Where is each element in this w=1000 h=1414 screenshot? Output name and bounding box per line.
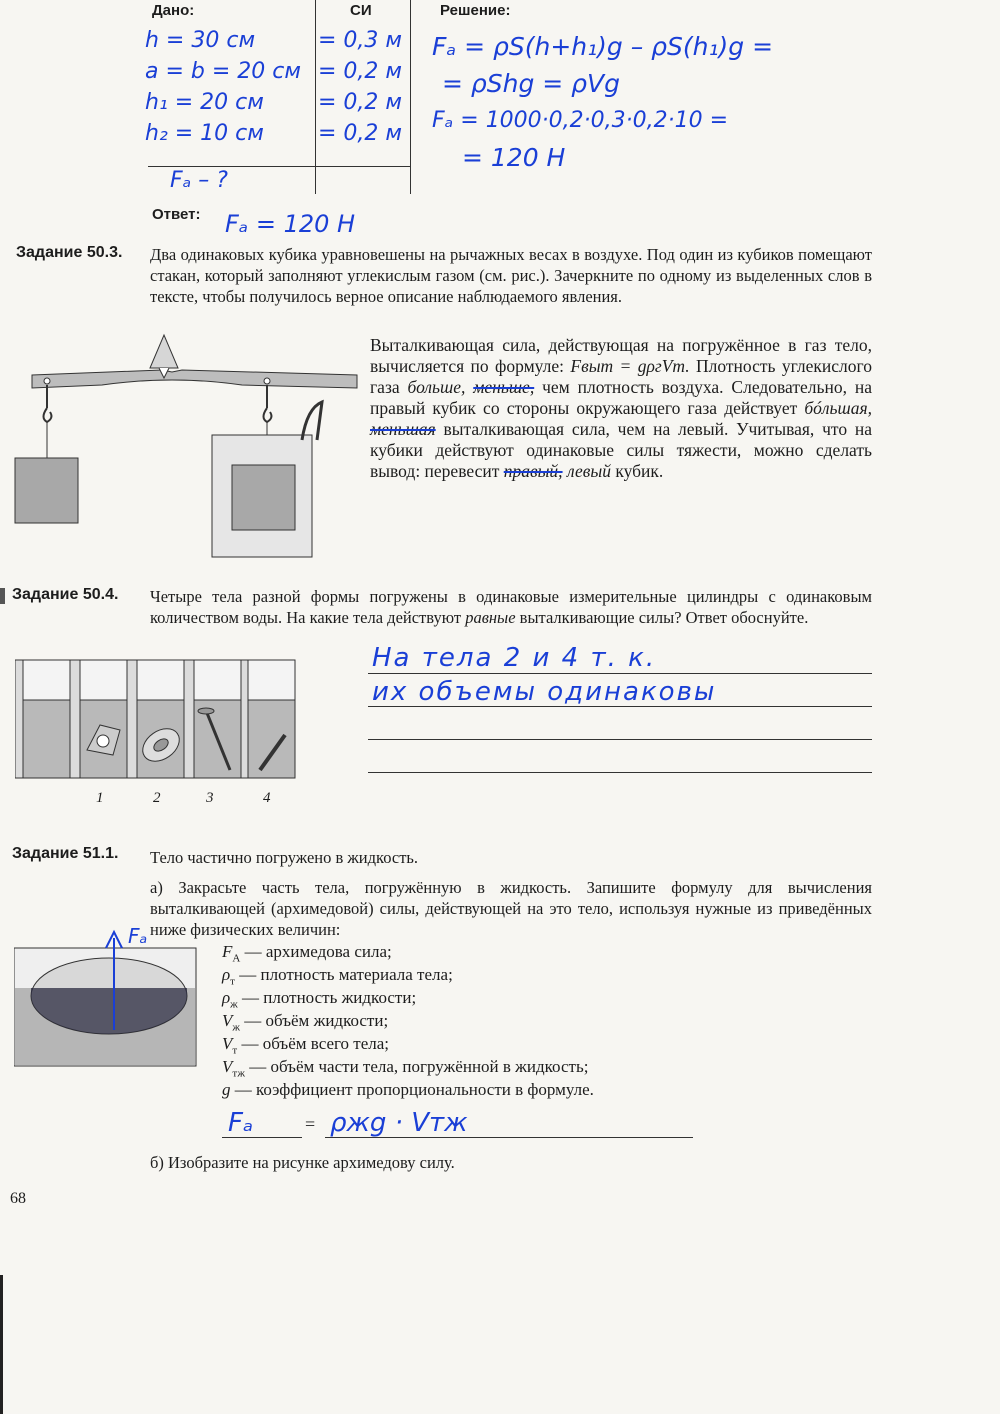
solution-steps	[432, 28, 812, 176]
given-header: Дано:	[152, 2, 195, 19]
cylinder-label: 1	[96, 790, 104, 806]
word-left[interactable]: левый	[566, 461, 611, 481]
formula-text: Fвыт = gρгVт.	[570, 356, 690, 376]
cylinder-label: 2	[153, 790, 161, 806]
formula-left: Fₐ	[228, 1108, 254, 1138]
given-line: h = 30 см	[145, 28, 256, 53]
page-number: 68	[10, 1190, 26, 1207]
cylinder	[137, 660, 186, 778]
cylinder	[248, 660, 295, 778]
given-line: a = b = 20 см	[145, 59, 301, 84]
task-504-text-b: выталкивающие силы? Ответ обоснуйте.	[519, 608, 809, 627]
task-511-label: Задание 51.1.	[12, 845, 119, 862]
edge-shadow	[0, 1275, 3, 1414]
cylinder	[23, 660, 70, 778]
si-line: = 0,2 м	[318, 90, 403, 115]
solution-header: Решение:	[440, 2, 511, 19]
cylinder	[194, 660, 241, 778]
word-more[interactable]: больше,	[407, 377, 466, 397]
arrow-label: Fₐ	[128, 924, 148, 948]
cylinder	[80, 660, 127, 778]
p2d-text: кубик.	[615, 461, 664, 481]
find-line: Fₐ – ?	[170, 168, 228, 193]
quantity-item: $V_ж$ — объём жидкости;	[222, 1011, 389, 1034]
given-line: h₁ = 20 см	[145, 90, 264, 115]
quantity-item: $F_А$ — архимедова сила;	[222, 942, 392, 965]
p2a-text: Плотность углекислого газа	[370, 356, 873, 397]
quantity-item: $\rho_ж$ — плотность жидкости;	[222, 988, 417, 1011]
formula-right: ρжg · Vтж	[330, 1108, 468, 1138]
task-511-part-b: б) Изобразите на рисунке архимедову силу.	[150, 1153, 455, 1172]
task-504-text	[150, 586, 872, 628]
margin-mark	[0, 588, 5, 604]
cylinder-label: 3	[206, 790, 214, 806]
si-header: СИ	[350, 2, 372, 19]
word-smaller[interactable]: меньшая	[370, 419, 436, 439]
answer-line-1: На тела 2 и 4 т. к.	[372, 643, 657, 673]
quantity-item: $V_{тж}$ — объём части тела, погружённой в жидкость;	[222, 1057, 589, 1080]
answer-value: Fₐ = 120 Н	[225, 210, 356, 238]
quantity-item: g — коэффициент пропорциональности в формуле.	[222, 1080, 594, 1099]
task-504-text-a: Четыре тела разной формы погружены в одинаковые измерительные цилиндры с одинаковым количеством воды. На какие тела действуют	[150, 587, 872, 627]
task-503-text: Два одинаковых кубика уравновешены на рычажных весах в воздухе. Под один из кубиков помещают стакан, который заполняют углекислым газом (см. рис.). Зачеркните по одному из выделенных слов в тексте, чтобы получилось верное описание наблюдаемого явления.	[150, 245, 872, 306]
si-list	[318, 28, 410, 152]
solution-line: = 120 Н	[462, 143, 566, 172]
balance-scale-figure	[12, 330, 372, 570]
si-line: = 0,2 м	[318, 121, 403, 146]
solution-line: = ρShg = ρVg	[442, 69, 621, 98]
task-504-emphasis: равные	[465, 608, 516, 627]
answer-label: Ответ:	[152, 206, 201, 223]
task-503-label: Задание 50.3.	[16, 244, 123, 261]
solution-line: Fₐ = 1000·0,2·0,3·0,2·10 =	[432, 108, 729, 133]
floating-body-figure	[14, 920, 204, 1070]
p1-text: Выталкивающая сила, действующая на погружённое в газ тело, вычисляется по формуле:	[370, 335, 872, 376]
answer-line-2: их объемы одинаковы	[372, 677, 717, 707]
word-less[interactable]: меньше,	[473, 377, 535, 397]
given-list	[145, 28, 315, 152]
si-line: = 0,2 м	[318, 59, 403, 84]
word-right[interactable]: правый,	[503, 461, 563, 481]
p2b-text: чем плотность воздуха. Следовательно, на правый кубик со стороны окружающего газа действует	[370, 377, 873, 418]
quantities-list	[222, 942, 722, 1103]
task-511-text: Тело частично погружено в жидкость.	[150, 848, 419, 867]
task-504-label: Задание 50.4.	[12, 586, 119, 603]
task-503-paragraph	[370, 335, 872, 482]
task-511-part-a: а) Закрасьте часть тела, погружённую в жидкость. Запишите формулу для вычисления выталкивающей (архимедовой) силы, действующей на это тело, используя нужные из приведённых ниже физических величин:	[150, 878, 872, 939]
formula-equals: =	[305, 1114, 316, 1134]
solution-line: Fₐ = ρS(h+h₁)g – ρS(h₁)g =	[432, 32, 774, 61]
si-line: = 0,3 м	[318, 28, 403, 53]
cylinders-figure	[15, 655, 300, 783]
quantity-item: $V_т$ — объём всего тела;	[222, 1034, 390, 1057]
given-line: h₂ = 10 см	[145, 121, 264, 146]
quantity-item: $\rho_т$ — плотность материала тела;	[222, 965, 453, 988]
cylinder-label: 4	[263, 790, 271, 806]
word-greater[interactable]: бóльшая,	[804, 398, 872, 418]
p2c-text: выталкивающая сила, чем на левый. Учитывая, что на кубики действуют одинаковые силы тяжести, можно сделать вывод: перевесит	[370, 419, 873, 481]
